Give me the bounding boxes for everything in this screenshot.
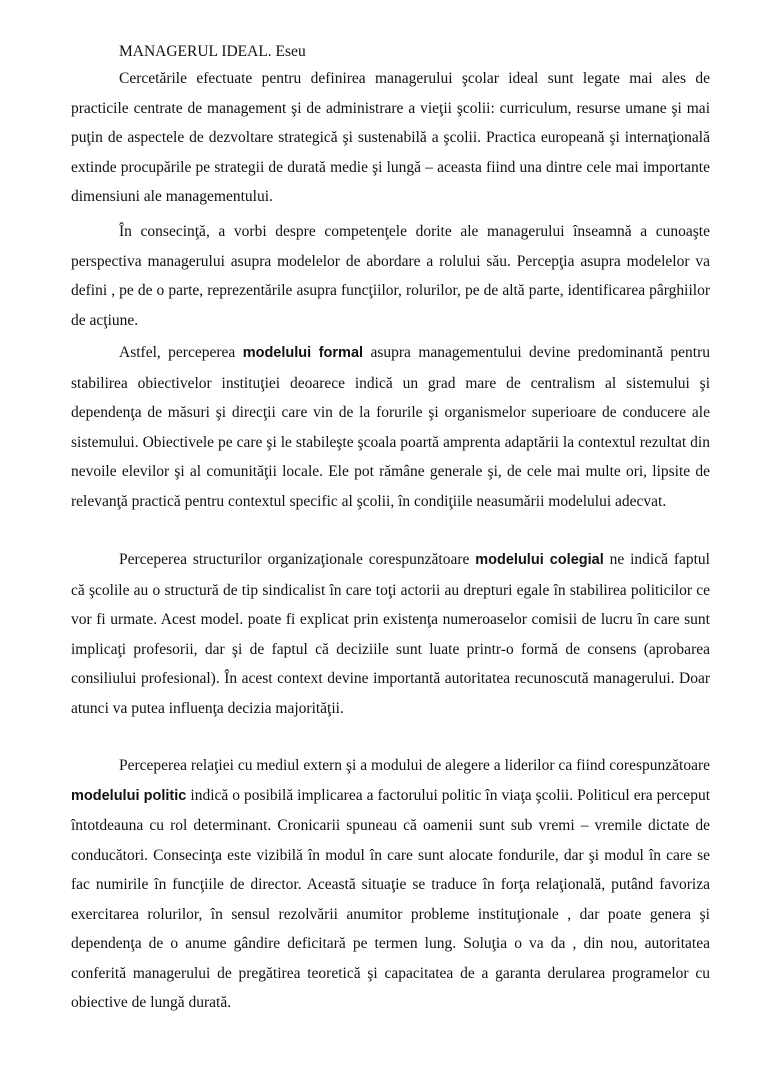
paragraph-3-lead: Astfel, perceperea: [119, 344, 243, 361]
paragraph-4-lead: Perceperea structurilor organizaţionale corespunzătoare: [119, 551, 476, 568]
paragraph-4: [71, 545, 710, 723]
essay-title: MANAGERUL IDEAL. Eseu: [119, 43, 306, 60]
paragraph-2: În consecinţă, a vorbi despre competenţele dorite ale managerului înseamnă a cunoaşte perspectiva managerului asupra modelelor de abordare a rolului său. Percepţia asupra modelelor va defini , pe de o parte, reprezentările asupra funcţiilor, rolurilor, pe de altă parte, identificarea pârghiilor de acţiune.: [71, 223, 710, 329]
paragraph-5-lead: Perceperea relaţiei cu mediul extern şi a modului de alegere a liderilor ca fiind corespunzătoare: [119, 757, 710, 774]
paragraph-1: Cercetările efectuate pentru definirea managerului şcolar ideal sunt legate mai ales de practicile centrate de management şi de administrare a vieţii şcolii: curriculum, resurse umane şi mai puţin de aspectele de dezvoltare strategică şi sustenabilă a şcolii. Practica europeană şi internaţională extinde procupările pe strategii de durată medie şi lungă – aceasta fiind una dintre cele mai importante dimensiuni ale managementului.: [71, 70, 710, 205]
term-formal-model: modelului formal: [242, 345, 364, 361]
term-political-model: modelului politic: [71, 787, 187, 804]
paragraph-3: [71, 338, 710, 516]
paragraph-5-body: indică o posibilă implicarea a factorului politic în viaţa şcolii. Politicul era perceput întotdeauna cu rol determinant. Cronicarii spuneau că oamenii sunt sub vremi – vremile dictate de conducători. Consecinţa este vizibilă în modul în care sunt alocate fondurile, dar şi modul în care se fac numirile în funcţiile de director. Această situaţie se traduce în forţa relaţională, putând favoriza exercitarea rolurilor, în sensul rezolvării anumitor probleme instituţionale , dar poate genera şi dependenţa de o anume gândire deficitară pe termen lung. Soluţia o va da , din nou, autoritatea conferită managerului de pregătirea teoretică şi capacitatea de a garanta derularea programelor cu obiective de lungă durată.: [71, 786, 710, 1011]
paragraph-4-body: ne indică faptul că şcolile au o structură de tip sindicalist în care toţi actorii au drepturi egale în stabilirea politicilor ce vor fi urmate. Acest model. poate fi explicat prin existenţa numeroaselor comisii de lucru în care sunt implicaţi profesorii, dar şi de faptul că deciziile sunt luate printr-o formă de consens (aprobarea consiliului profesional). În acest context devine importantă autoritatea recunoscută managerului. Doar atunci va putea influenţa decizia majorităţii.: [71, 551, 710, 717]
term-collegial-model: modelului colegial: [475, 552, 604, 568]
paragraph-5: [71, 751, 710, 1018]
paragraph-3-body: asupra managementului devine predominantă pentru stabilirea obiectivelor instituţiei deoarece indică un grad mare de centralism al sistemului şi dependenţa de măsuri şi direcţii care vin de la forurile şi organismelor superioare de conducere ale sistemului. Obiectivele pe care şi le stabileşte şcoala poartă amprenta adaptării la contextul rezultat din nevoile elevilor şi al comunităţii locale. Ele pot rămâne generale şi, de cele mai multe ori, lipsite de relevanţă practică pentru contextul specific al şcolii, în condiţiile neasumării modelului adecvat.: [71, 344, 710, 510]
